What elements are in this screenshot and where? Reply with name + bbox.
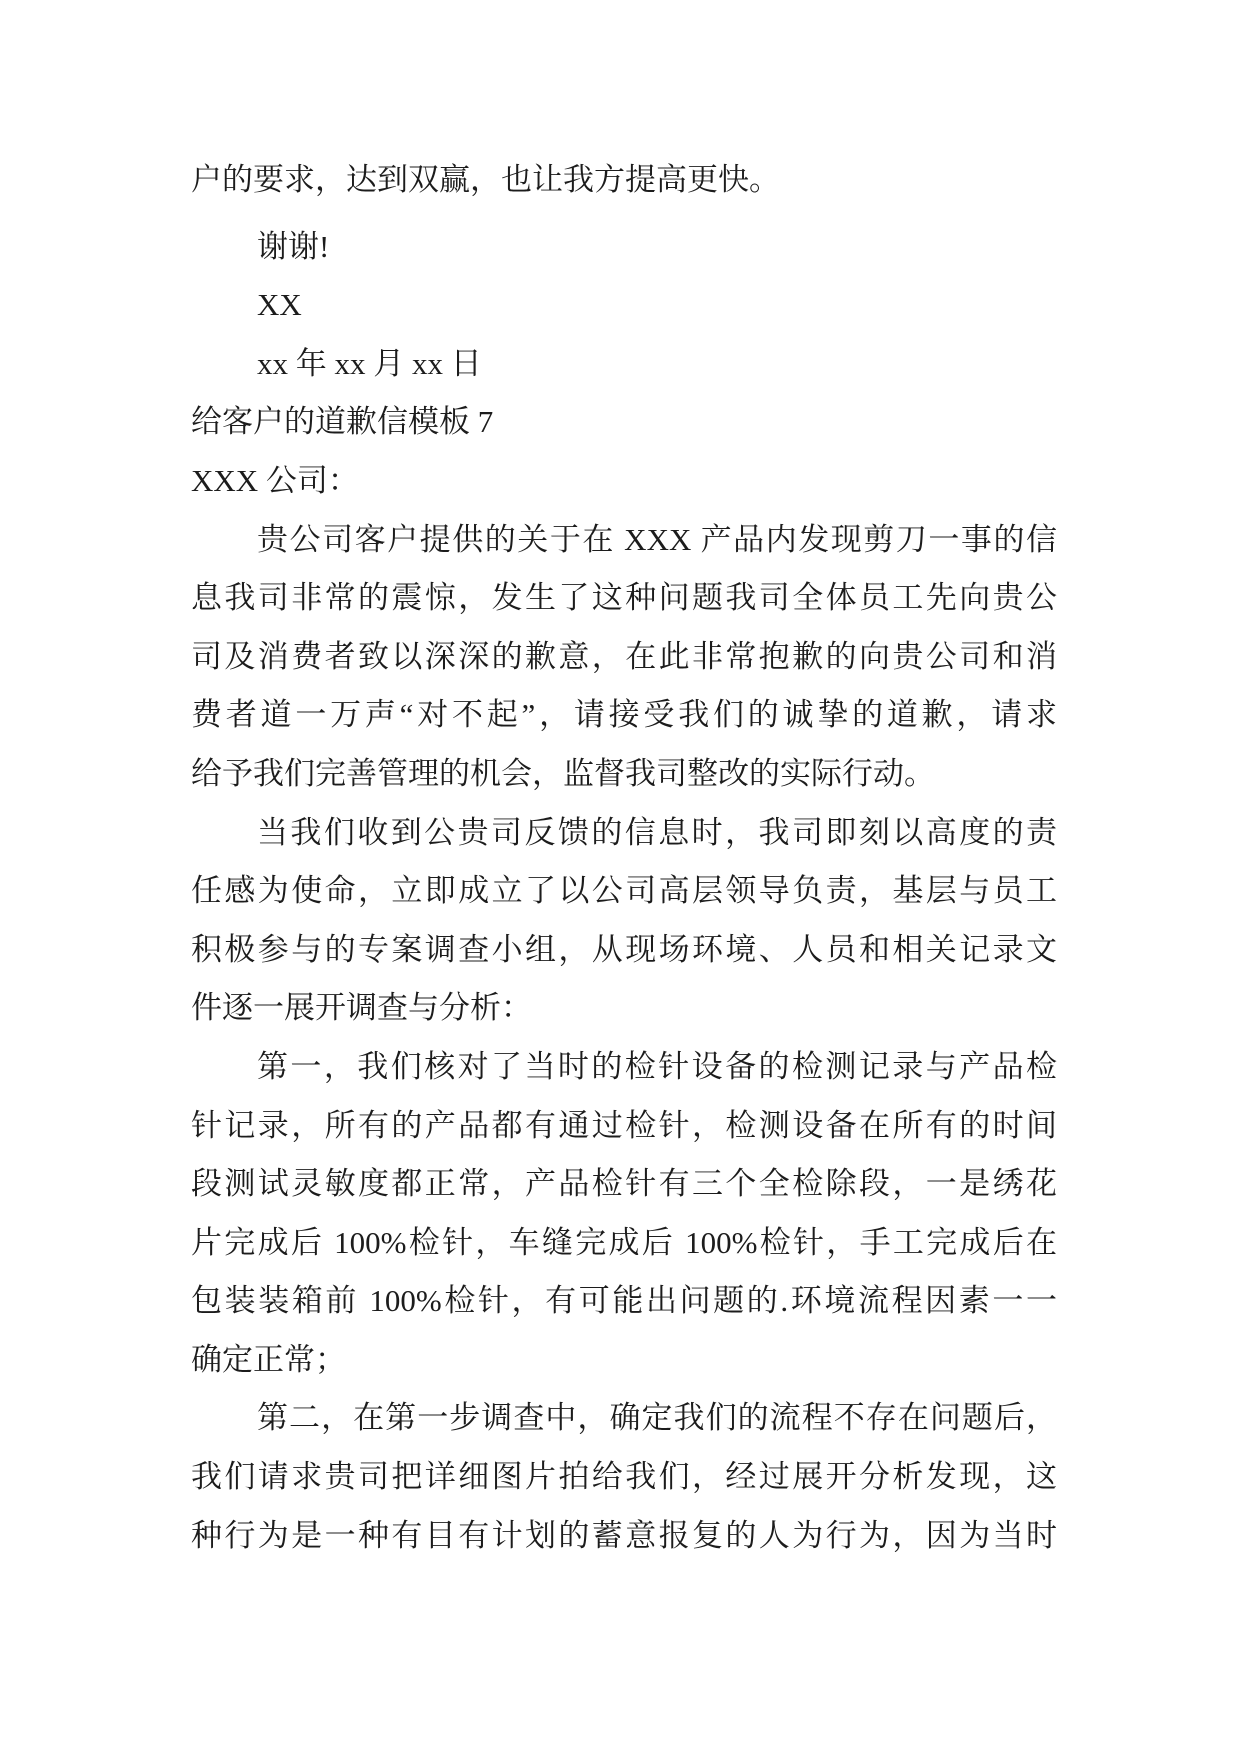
paragraph-line: 种行为是一种有目有计划的蓄意报复的人为行为，因为当时: [191, 1517, 1057, 1553]
paragraph-line: 件逐一展开调查与分析：: [191, 990, 532, 1026]
paragraph-line: 第一，我们核对了当时的检针设备的检测记录与产品检: [257, 1048, 1057, 1084]
paragraph-line: 费者道一万声“对不起”，请接受我们的诚挚的道歉，请求: [191, 697, 1057, 733]
paragraph-line: 我们请求贵司把详细图片拍给我们，经过展开分析发现，这: [191, 1459, 1057, 1495]
document-body: [191, 159, 1057, 1565]
paragraph-line: 息我司非常的震惊，发生了这种问题我司全体员工先向贵公: [191, 580, 1057, 616]
paragraph-line: 第二，在第一步调查中，确定我们的流程不存在问题后，: [257, 1400, 1057, 1436]
previous-letter-last-line: 户的要求，达到双赢，也让我方提高更快。: [191, 162, 780, 197]
letter-title: 给客户的道歉信模板 7: [191, 404, 494, 440]
paragraph-line: 当我们收到公贵司反馈的信息时，我司即刻以高度的责: [257, 814, 1057, 850]
letter-paragraph-4: [191, 1389, 1057, 1565]
paragraph-line: 司及消费者致以深深的歉意，在此非常抱歉的向贵公司和消: [191, 638, 1057, 674]
letter-paragraph-3: [191, 1038, 1057, 1390]
letter-paragraph-1: [191, 511, 1057, 804]
signature: XX: [257, 287, 302, 323]
paragraph-line: 确定正常；: [191, 1341, 346, 1377]
letter-paragraph-2: [191, 804, 1057, 1038]
paragraph-line: 片完成后 100%检针，车缝完成后 100%检针，手工完成后在: [191, 1224, 1057, 1260]
paragraph-line: 针记录，所有的产品都有通过检针，检测设备在所有的时间: [191, 1107, 1057, 1143]
paragraph-line: 包装装箱前 100%检针，有可能出问题的.环境流程因素一一: [191, 1283, 1057, 1319]
paragraph-line: 段测试灵敏度都正常，产品检针有三个全检除段，一是绣花: [191, 1166, 1057, 1202]
salutation: XXX 公司：: [191, 462, 359, 498]
paragraph-line: 给予我们完善管理的机会，监督我司整改的实际行动。: [191, 755, 935, 791]
paragraph-line: 积极参与的专案调查小组，从现场环境、人员和相关记录文: [191, 931, 1057, 967]
paragraph-line: 任感为使命，立即成立了以公司高层领导负责，基层与员工: [191, 873, 1057, 909]
signature-date: xx 年 xx 月 xx 日: [257, 345, 482, 381]
closing-thanks: 谢谢!: [257, 228, 330, 264]
paragraph-line: 贵公司客户提供的关于在 XXX 产品内发现剪刀一事的信: [257, 521, 1057, 557]
